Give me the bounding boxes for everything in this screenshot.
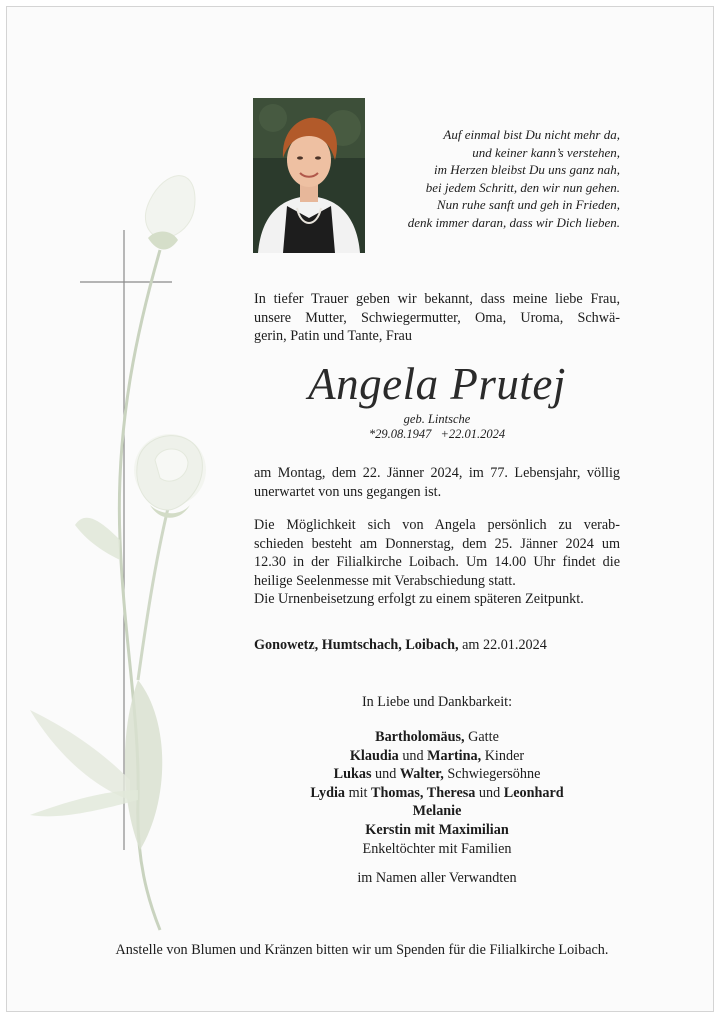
- family-line: [254, 821, 620, 840]
- family-role: Gatte: [464, 729, 499, 745]
- family-name: Melanie: [412, 803, 462, 820]
- farewell-line: schieden besteht am Donnerstag, dem 25. Jänner 2024 um: [254, 535, 620, 552]
- family-line: [254, 728, 620, 747]
- family-list: [254, 728, 620, 858]
- family-name: Leonhard: [503, 784, 564, 801]
- farewell-line: 12.30 in der Filialkirche Loibach. Um 14.00 Uhr findet die: [254, 554, 620, 570]
- farewell-paragraph: [254, 516, 620, 609]
- donation-note: Anstelle von Blumen und Kränzen bitten wir um Spenden für die Filialkirche Loibach.: [115, 942, 609, 958]
- family-connector: und: [371, 766, 400, 783]
- poem: [380, 126, 620, 232]
- intro-line: gerin, Patin und Tante, Frau: [254, 328, 412, 344]
- announcement-intro: [254, 290, 620, 346]
- poem-line: denk immer daran, dass wir Dich lieben.: [407, 214, 620, 230]
- family-line: [254, 765, 620, 784]
- passing-line: unerwartet von uns gegangen ist.: [254, 483, 442, 500]
- family-role: Schwiegersöhne: [443, 766, 541, 783]
- family-name: Martina,: [427, 747, 482, 764]
- life-dates: *29.08.1947 +22.01.2024: [368, 427, 506, 441]
- intro-line: unsere Mutter, Schwiegermutter, Oma, Uroma, Schwä-: [254, 309, 620, 326]
- farewell-line: heilige Seelenmesse mit Verabschiedung statt.: [254, 572, 516, 589]
- family-name: Lukas: [333, 766, 372, 783]
- family-line: [254, 840, 620, 859]
- passing-paragraph: [254, 464, 620, 501]
- poem-line: und keiner kann’s verstehen,: [472, 144, 620, 160]
- family-name: Thomas, Theresa: [371, 784, 476, 801]
- passing-line: am Montag, dem 22. Jänner 2024, im 77. Lebensjahr, völlig: [254, 465, 620, 481]
- family-role: Enkeltöchter mit Familien: [362, 840, 512, 857]
- family-line: [254, 747, 620, 766]
- portrait-photo: [253, 98, 365, 253]
- farewell-line: Die Urnenbeisetzung erfolgt zu einem späteren Zeitpunkt.: [254, 591, 584, 607]
- farewell-line: Die Möglichkeit sich von Angela persönlich zu verab-: [254, 517, 620, 533]
- poem-line: bei jedem Schritt, den wir nun gehen.: [425, 179, 620, 195]
- maiden-name: geb. Lintsche: [403, 412, 471, 426]
- poem-line: Nun ruhe sanft und geh in Frieden,: [436, 197, 620, 213]
- family-name: Lydia: [310, 784, 346, 801]
- signoff: In Liebe und Dankbarkeit:: [361, 694, 513, 710]
- family-connector: und: [475, 784, 504, 801]
- family-connector: und: [398, 747, 428, 764]
- family-name: Walter,: [399, 766, 444, 783]
- family-name: Bartholomäus,: [375, 729, 465, 745]
- deceased-name: Angela Prutej: [308, 359, 566, 409]
- poem-line: Auf einmal bist Du nicht mehr da,: [443, 127, 620, 142]
- intro-line: In tiefer Trauer geben wir bekannt, dass meine liebe Frau,: [254, 291, 620, 307]
- family-role: Kinder: [481, 747, 525, 764]
- place-and-date: [254, 637, 547, 654]
- white-rose-with-cross-icon: [20, 160, 220, 940]
- date: am 22.01.2024: [462, 637, 547, 653]
- family-connector: mit: [345, 784, 372, 801]
- family-line: [254, 802, 620, 821]
- family-name: Kerstin mit Maximilian: [365, 821, 509, 838]
- family-line: [254, 784, 620, 803]
- places: Gonowetz, Humtschach, Loibach,: [254, 637, 459, 653]
- relatives-line: im Namen aller Verwandten: [357, 870, 517, 886]
- family-name: Klaudia: [349, 747, 399, 764]
- poem-line: im Herzen bleibst Du uns ganz nah,: [434, 162, 620, 178]
